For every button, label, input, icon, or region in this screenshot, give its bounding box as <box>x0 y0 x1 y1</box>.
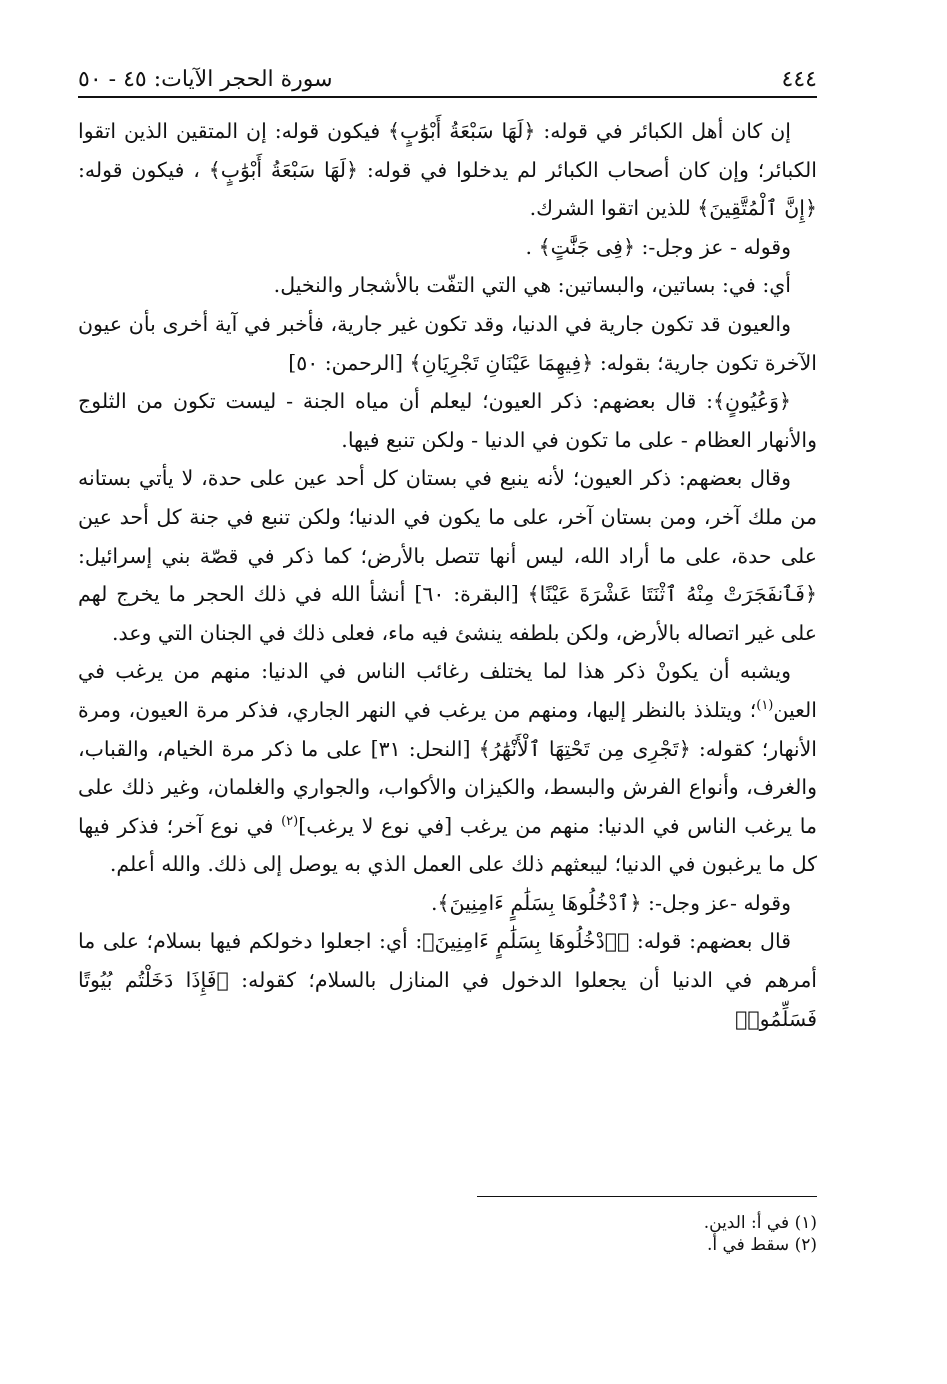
main-text <box>78 112 817 1038</box>
paragraph-5: ﴿وَعُيُونٍ﴾: قال بعضهم: ذكر العيون؛ ليعلم أن مياه الجنة - ليست تكون من الثلوج والأنهار العظام - على ما تكون في الدنيا - ولكن تنبع فيها. <box>78 389 817 452</box>
footnote-divider <box>477 1196 817 1197</box>
footnote-ref-2: (٢) <box>281 813 299 829</box>
paragraph-6: وقال بعضهم: ذكر العيون؛ لأنه ينبع في بستان كل أحد عين على حدة، لا يأتي بستانه من ملك آخر، ومن بستان آخر، على ما يكون في الدنيا؛ ولكن تنبع في جنة كل أحد عين على حدة، على ما أراد الله، ليس أنها تتصل بالأرض؛ كما ذكر في قصّة بني إسرائيل: ﴿فَٱنفَجَرَتْ مِنْهُ ٱثْنَتَا عَشْرَةَ عَيْنًا﴾ [البقرة: ٦٠] أنشأ الله في ذلك الحجر ما يخرج لهم على غير اتصاله بالأرض، ولكن بلطفه ينشئ فيه ماء، فعلى ذلك في الجنان التي وعد. <box>78 466 817 645</box>
footnote-2: (٢) سقط في أ. <box>706 1235 817 1255</box>
paragraph-9: قال بعضهم: قوله: ﴿ٱدْخُلُوهَا بِسَلَٰمٍ ءَامِنِينَ﴾: أي: اجعلوا دخولكم فيها بسلام؛ على ما أمرهم في الدنيا أن يجعلوا الدخول في المنازل بالسلام؛ كقوله: ﴿فَإِذَا دَخَلْتُم بُيُوتًا فَسَلِّمُوا۟ <box>78 929 817 1031</box>
paragraph-7-part-1: ويشبه أن يكونْ ذكر هذا لما يختلف رغائب الناس في الدنيا: منهم من يرغب في العين <box>78 659 817 722</box>
paragraph-7-part-3: في نوع آخر؛ فذكر فيها كل ما يرغبون في الدنيا؛ ليبعثهم ذلك على العمل الذي به يوصل إلى ذلك. والله أعلم. <box>78 813 817 877</box>
footnote-ref-1: (١) <box>756 698 774 714</box>
running-title: سورة الحجر الآيات: ٤٥ - ٥٠ <box>78 67 333 92</box>
page-header <box>78 56 817 92</box>
footnotes <box>78 1212 817 1256</box>
paragraph-7-part-2: ؛ ويتلذذ بالنظر إليها، ومنهم من يرغب في النهر الجاري، فذكر مرة العيون، ومرة الأنهار؛ كقوله: ﴿تَجْرِى مِن تَحْتِهَا ٱلْأَنْهَٰرُ﴾ [النحل: ٣١] على ما ذكر مرة الخيام، والقباب، والغرف، وأنواع الفرش والبسط، والكيزان والأكواب، والجواري والغلمان، وغير ذلك على ما يرغب الناس في الدنيا: منهم من يرغب [في نوع لا يرغب] <box>78 697 817 838</box>
footnote-1: (١) في أ: الدين. <box>703 1213 817 1233</box>
paragraph-7 <box>78 652 817 884</box>
header-divider <box>78 96 817 98</box>
paragraph-1: إن كان أهل الكبائر في قوله: ﴿لَهَا سَبْعَةُ أَبْوَٰبٍ﴾ فيكون قوله: إن المتقين الذين اتقوا الكبائر؛ وإن كان أصحاب الكبائر لم يدخلوا في قوله: ﴿لَهَا سَبْعَةُ أَبْوَٰبٍ﴾ ، فيكون قوله: ﴿إِنَّ ٱلْمُتَّقِينَ﴾ للذين اتقوا الشرك. <box>78 119 817 221</box>
paragraph-2: وقوله - عز وجل-: ﴿فِى جَنَّٰتٍ﴾ . <box>525 234 791 259</box>
page-number: ٤٤٤ <box>781 67 817 92</box>
paragraph-8: وقوله -عز وجل-: ﴿ٱدْخُلُوهَا بِسَلَٰمٍ ءَامِنِينَ﴾. <box>430 890 791 915</box>
paragraph-3: أي: في: بساتين، والبساتين: هي التي التفّت بالأشجار والنخيل. <box>273 273 791 298</box>
paragraph-4: والعيون قد تكون جارية في الدنيا، وقد تكون غير جارية، فأخبر في آية أخرى بأن عيون الآخرة تكون جارية؛ بقوله: ﴿فِيهِمَا عَيْنَانِ تَجْرِيَانِ﴾ [الرحمن: ٥٠] <box>78 311 817 375</box>
